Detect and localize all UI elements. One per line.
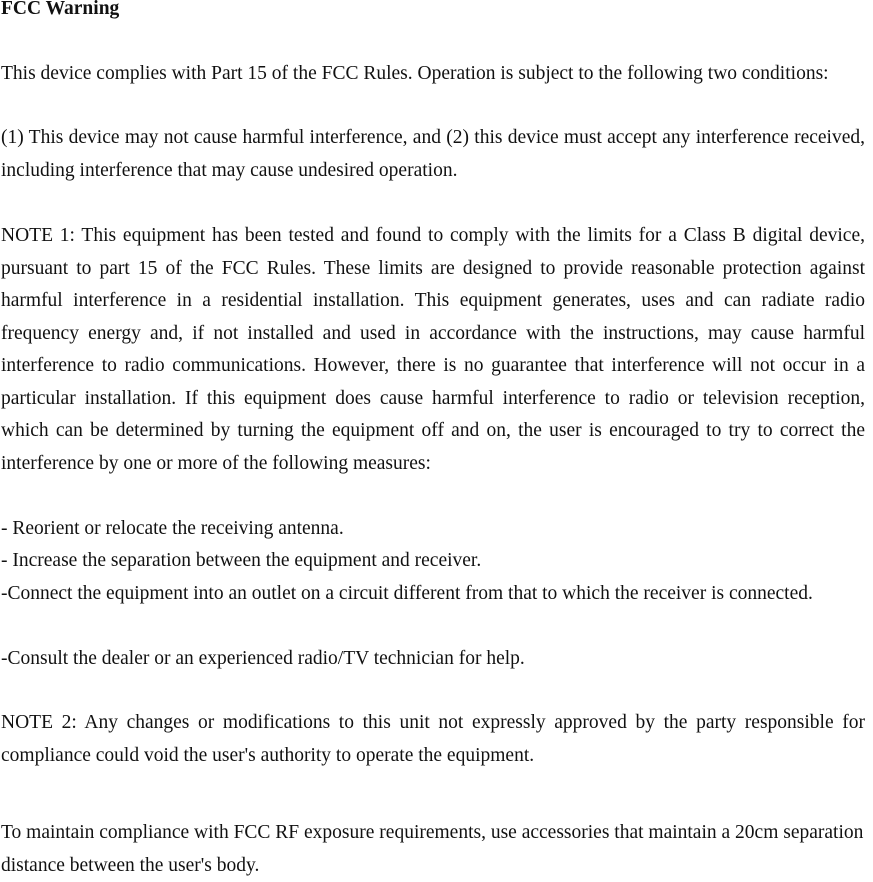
rf-exposure-paragraph: To maintain compliance with FCC RF exposure requirements, use accessories that maintain a 20cm separation distance between the user's body. bbox=[1, 822, 864, 876]
measure-item: -Consult the dealer or an experienced radio/TV technician for help. bbox=[1, 648, 525, 669]
page-title: FCC Warning bbox=[1, 0, 120, 19]
measure-item: - Reorient or relocate the receiving antenna. bbox=[1, 518, 344, 539]
compliance-paragraph: This device complies with Part 15 of the FCC Rules. Operation is subject to the following two conditions: bbox=[1, 63, 829, 84]
measure-item: - Increase the separation between the equipment and receiver. bbox=[1, 550, 482, 571]
conditions-paragraph: (1) This device may not cause harmful interference, and (2) this device must accept any interference received, including interference that may cause undesired operation. bbox=[1, 127, 865, 181]
measure-item: -Connect the equipment into an outlet on a circuit different from that to which the receiver is connected. bbox=[1, 583, 813, 604]
note-1-paragraph: NOTE 1: This equipment has been tested and found to comply with the limits for a Class B digital device, pursuant to part 15 of the FCC Rules. These limits are designed to provide reasonable protection against harmful interference in a residential installation. This equipment generates, uses and can radiate radio frequency energy and, if not installed and used in accordance with the instructions, may cause harmful interference to radio communications. However, there is no guarantee that interference will not occur in a particular installation. If this equipment does cause harmful interference to radio or television reception, which can be determined by turning the equipment off and on, the user is encouraged to try to correct the interference by one or more of the following measures: bbox=[1, 225, 865, 474]
note-2-paragraph: NOTE 2: Any changes or modifications to this unit not expressly approved by the party responsible for compliance could void the user's authority to operate the equipment. bbox=[1, 712, 865, 766]
